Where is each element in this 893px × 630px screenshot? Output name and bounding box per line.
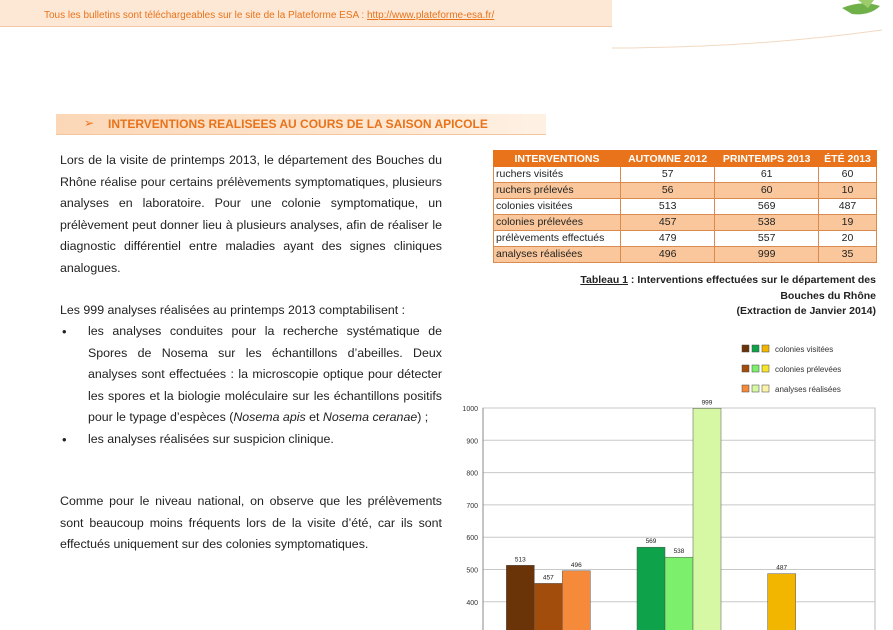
legend-swatch xyxy=(752,365,759,372)
y-tick-label: 900 xyxy=(466,438,478,446)
analyses-list xyxy=(60,321,442,451)
bar xyxy=(768,574,796,630)
legend-swatch xyxy=(762,365,769,372)
table-cell: 57 xyxy=(621,167,715,183)
legend-swatch xyxy=(752,345,759,352)
legend-swatch xyxy=(742,345,749,352)
table-cell: 61 xyxy=(715,167,819,183)
legend-swatch xyxy=(762,385,769,392)
caption-label: Tableau 1 xyxy=(580,274,628,286)
table-row xyxy=(494,199,877,215)
table-cell: 457 xyxy=(621,215,715,231)
table-row xyxy=(494,167,877,183)
legend-label: analyses réalisées xyxy=(775,385,841,394)
table-row xyxy=(494,183,877,199)
table-cell: 56 xyxy=(621,183,715,199)
species-name: Nosema apis xyxy=(233,410,306,425)
legend-label: colonies prélevées xyxy=(775,365,842,374)
table-cell: 20 xyxy=(819,231,877,247)
bar-value-label: 457 xyxy=(542,574,554,582)
bar xyxy=(506,565,534,630)
legend-swatch xyxy=(762,345,769,352)
bar-value-label: 487 xyxy=(776,564,788,572)
table-cell: 496 xyxy=(621,247,715,263)
table-cell: 557 xyxy=(715,231,819,247)
table-header-row xyxy=(494,151,877,167)
column-header: PRINTEMPS 2013 xyxy=(715,151,819,167)
section-title: INTERVENTIONS REALISEES AU COURS DE LA SAISON APICOLE xyxy=(108,117,488,131)
bar xyxy=(562,571,590,630)
interventions-table xyxy=(493,150,877,263)
banner-text xyxy=(44,10,494,21)
row-label: ruchers prélevés xyxy=(494,183,621,199)
table-cell: 35 xyxy=(819,247,877,263)
row-label: colonies prélevées xyxy=(494,215,621,231)
table-cell: 487 xyxy=(819,199,877,215)
leaf-icon xyxy=(842,3,880,14)
row-label: prélèvements effectués xyxy=(494,231,621,247)
banner-label: Tous les bulletins sont téléchargeables sur le site de la Plateforme ESA : xyxy=(44,10,367,21)
bar-value-label: 569 xyxy=(645,538,657,546)
bar xyxy=(693,408,721,630)
row-label: colonies visitées xyxy=(494,199,621,215)
arrow-bullet-icon: ➢ xyxy=(84,116,95,130)
y-tick-label: 700 xyxy=(466,502,478,510)
table-row xyxy=(494,215,877,231)
bar xyxy=(534,583,562,630)
y-tick-label: 800 xyxy=(466,470,478,478)
table-cell: 60 xyxy=(715,183,819,199)
table-cell: 513 xyxy=(621,199,715,215)
bar-value-label: 538 xyxy=(673,548,685,556)
table-caption: Tableau 1 : Interventions effectuées sur le département des Bouches du Rhône (Extraction de Janvier 2014) xyxy=(580,274,876,317)
bar-value-label: 496 xyxy=(570,561,582,569)
corner-decoration xyxy=(612,0,893,50)
bar-value-label: 999 xyxy=(701,399,713,407)
bar-value-label: 513 xyxy=(514,556,526,564)
table-cell: 10 xyxy=(819,183,877,199)
plateforme-esa-link[interactable]: http://www.plateforme-esa.fr/ xyxy=(366,10,495,21)
paragraph-intro: Lors de la visite de printemps 2013, le département des Bouches du Rhône réalise pour certains prélèvements symptomatiques, plusieurs analyses en laboratoire. Pour une colonie symptomatique, un prélèvement peut donner lieu à plusieurs analyses, afin de réaliser le diagnostic différentiel entre maladies ayant des signes cliniques analogues. xyxy=(60,153,442,275)
paragraph-conclusion: Comme pour le niveau national, on observe que les prélèvements sont beaucoup moins fréquents lors de la visite d’été, car ils sont effectués uniquement sur des colonies symptomatiques. xyxy=(60,494,442,552)
row-label: analyses réalisées xyxy=(494,247,621,263)
column-header: AUTOMNE 2012 xyxy=(621,151,715,167)
table-cell: 569 xyxy=(715,199,819,215)
column-header: INTERVENTIONS xyxy=(494,151,621,167)
bar xyxy=(637,547,665,630)
legend-swatch xyxy=(742,385,749,392)
list-item: • les analyses réalisées sur suspicion clinique. xyxy=(60,429,442,451)
table-cell: 999 xyxy=(715,247,819,263)
y-tick-label: 400 xyxy=(466,599,478,607)
table-row xyxy=(494,231,877,247)
section-heading xyxy=(56,114,546,135)
table-cell: 479 xyxy=(621,231,715,247)
y-tick-label: 1000 xyxy=(462,406,478,413)
bar xyxy=(665,557,693,630)
legend-label: colonies visitées xyxy=(775,345,834,354)
legend-swatch xyxy=(752,385,759,392)
table-cell: 538 xyxy=(715,215,819,231)
legend-swatch xyxy=(742,365,749,372)
table-row xyxy=(494,247,877,263)
paragraph-analyses: Les 999 analyses réalisées au printemps 2013 comptabilisent : xyxy=(60,303,406,317)
top-banner xyxy=(0,0,612,27)
list-item: • les analyses conduites pour la recherche systématique de Spores de Nosema sur les échantillons d’abeilles. Deux analyses sont effectuées : la microscopie optique pour détecter les spores et la biologie moléculaire sur les échantillons positifs pour le typage d’espèces (Nosema apis et Nosema ceranae) ; xyxy=(60,321,442,429)
species-name: Nosema ceranae xyxy=(322,410,418,425)
row-label: ruchers visités xyxy=(494,167,621,183)
y-tick-label: 500 xyxy=(466,567,478,575)
table-cell: 19 xyxy=(819,215,877,231)
table-cell: 60 xyxy=(819,167,877,183)
bar-chart xyxy=(445,335,885,630)
column-header: ÉTÉ 2013 xyxy=(819,151,877,167)
y-tick-label: 600 xyxy=(466,535,478,543)
